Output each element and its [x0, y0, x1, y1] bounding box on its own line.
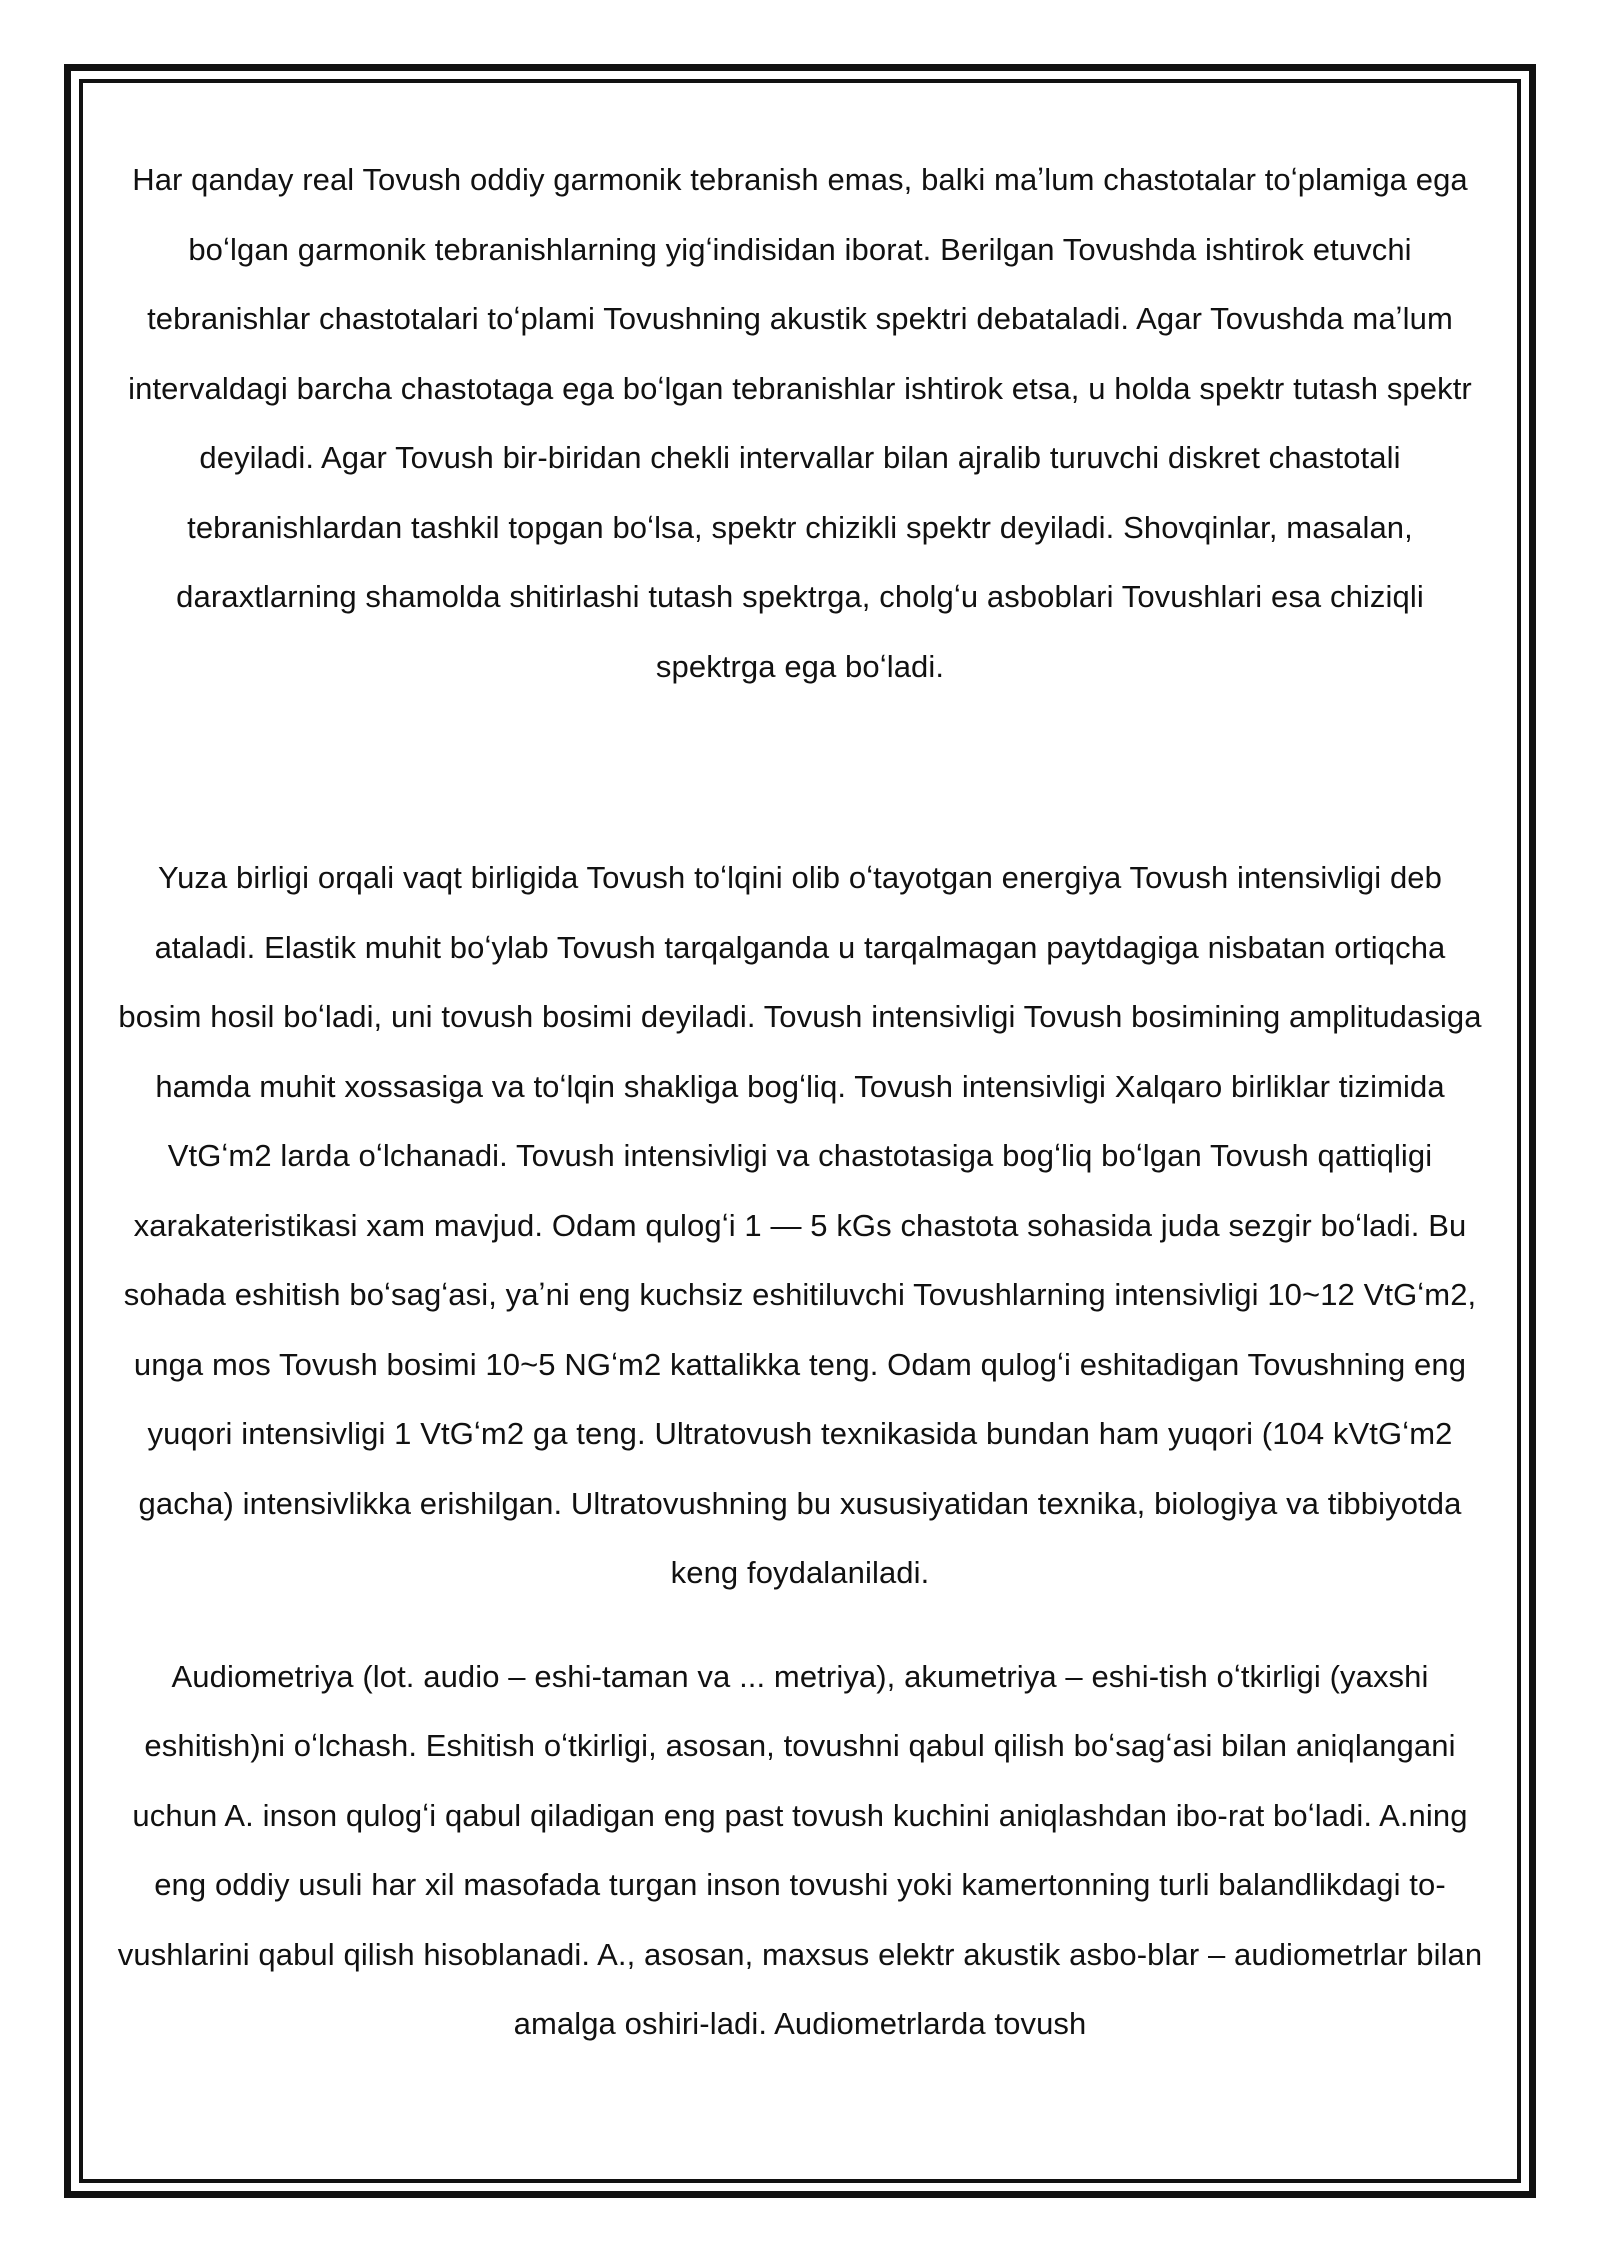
document-body: [112, 145, 1488, 2059]
paragraph-spacer: [112, 701, 1488, 843]
paragraph-audiometry: Audiometriya (lot. audio – eshi-taman va ... metriya), akumetriya – eshi-tish oʻtkirligi (yaxshi eshitish)ni oʻlchash. Eshitish oʻtkirligi, asosan, tovushni qabul qilish boʻsagʻasi bilan aniqlangani uchun A. inson qulogʻi qabul qiladigan eng past tovush kuchini aniqlashdan ibo-rat boʻladi. A.ning eng oddiy usuli har xil masofada turgan inson tovushi yoki kamertonning turli balandlikdagi to-vushlarini qabul qilish hisoblanadi. A., asosan, maxsus elektr akustik asbo-blar – audiometrlar bilan amalga oshiri-ladi. Audiometrlarda tovush: [117, 1658, 1483, 2041]
paragraph-sound-intensity: Yuza birligi orqali vaqt birligida Tovush toʻlqini olib oʻtayotgan energiya Tovush intensivligi deb ataladi. Elastik muhit boʻylab Tovush tarqalganda u tarqalmagan paytdagiga nisbatan ortiqcha bosim hosil boʻladi, uni tovush bosimi deyiladi. Tovush intensivligi Tovush bosimining amplitudasiga hamda muhit xossasiga va toʻlqin shakliga bogʻliq. Tovush intensivligi Xalqaro birliklar tizimida VtGʻm2 larda oʻlchanadi. Tovush intensivligi va chastotasiga bogʻliq boʻlgan Tovush qattiqligi xarakateristikasi xam mavjud. Odam qulogʻi 1 — 5 kGs chastota sohasida juda sezgir boʻladi. Bu sohada eshitish boʻsagʻasi, yaʼni eng kuchsiz eshitiluvchi Tovushlarning intensivligi 10~12 VtGʻm2, unga mos Tovush bosimi 10~5 NGʻm2 kattalikka teng. Odam qulogʻi eshitadigan Tovushning eng yuqori intensivligi 1 VtGʻm2 ga teng. Ultratovush texnikasida bundan ham yuqori (104 kVtGʻm2 gacha) intensivlikka erishilgan. Ultratovushning bu xususiyatidan texnika, biologiya va tibbiyotda keng foydalaniladi.: [118, 860, 1482, 1590]
paragraph-sound-spectrum: Har qanday real Tovush oddiy garmonik tebranish emas, balki maʼlum chastotalar toʻplamiga ega boʻlgan garmonik tebranishlarning yigʻindisidan iborat. Berilgan Tovushda ishtirok etuvchi tebranishlar chastotalari toʻplami Tovushning akustik spektri debataladi. Agar Tovushda maʼlum intervaldagi barcha chastotaga ega boʻlgan tebranishlar ishtirok etsa, u holda spektr tutash spektr deyiladi. Agar Tovush bir-biridan chekli intervallar bilan ajralib turuvchi diskret chastotali tebranishlardan tashkil topgan boʻlsa, spektr chizikli spektr deyiladi. Shovqinlar, masalan, daraxtlarning shamolda shitirlashi tutash spektrga, cholgʻu asboblari Tovushlari esa chiziqli spektrga ega boʻladi.: [128, 162, 1472, 684]
paragraph-spacer: [112, 1608, 1488, 1642]
